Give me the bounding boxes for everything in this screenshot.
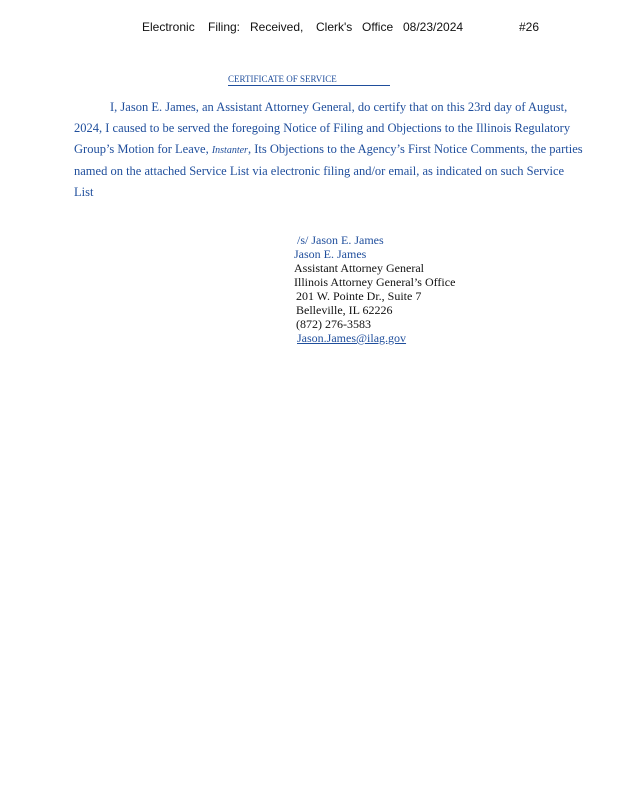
header-date: 08/23/2024: [403, 20, 464, 34]
signature-name: Jason E. James: [294, 247, 367, 261]
header-clerks: Clerk's: [316, 20, 353, 34]
header-electronic: Electronic: [142, 20, 195, 34]
signature-title: Assistant Attorney General: [294, 261, 424, 275]
certificate-italic-term: Instanter: [211, 145, 248, 156]
signature-email-link[interactable]: Jason.James@ilag.gov: [297, 331, 407, 345]
certificate-body: [74, 97, 584, 203]
certificate-paragraph: [74, 97, 584, 203]
signature-block: [294, 233, 594, 345]
signature-s-line: /s/ Jason E. James: [297, 233, 384, 247]
electronic-filing-header: [0, 20, 618, 36]
signature-city: Belleville, IL 62226: [296, 303, 393, 317]
signature-phone: (872) 276-3583: [296, 317, 371, 331]
certificate-title: CERTIFICATE OF SERVICE: [228, 74, 390, 86]
header-received: Received,: [250, 20, 304, 34]
signature-street: 201 W. Pointe Dr., Suite 7: [296, 289, 422, 303]
certificate-rest-text: , Its Objections to the Agency’s First Notice Comments, the parties named on the attached Service List via electronic filing and/or email, as indicated on such Service List: [74, 142, 583, 199]
header-office: Office: [362, 20, 394, 34]
header-filing: Filing:: [208, 20, 241, 34]
signature-office: Illinois Attorney General’s Office: [294, 275, 456, 289]
header-filing-number: #26: [519, 20, 540, 34]
certificate-intro-text: I, Jason E. James, an Assistant Attorney General, do certify that on this 23rd day of August, 2024, I caused to be served the foregoing Notice of Filing and Objections to the Illinois Regulatory Group’s Motion for Leave,: [74, 100, 571, 156]
